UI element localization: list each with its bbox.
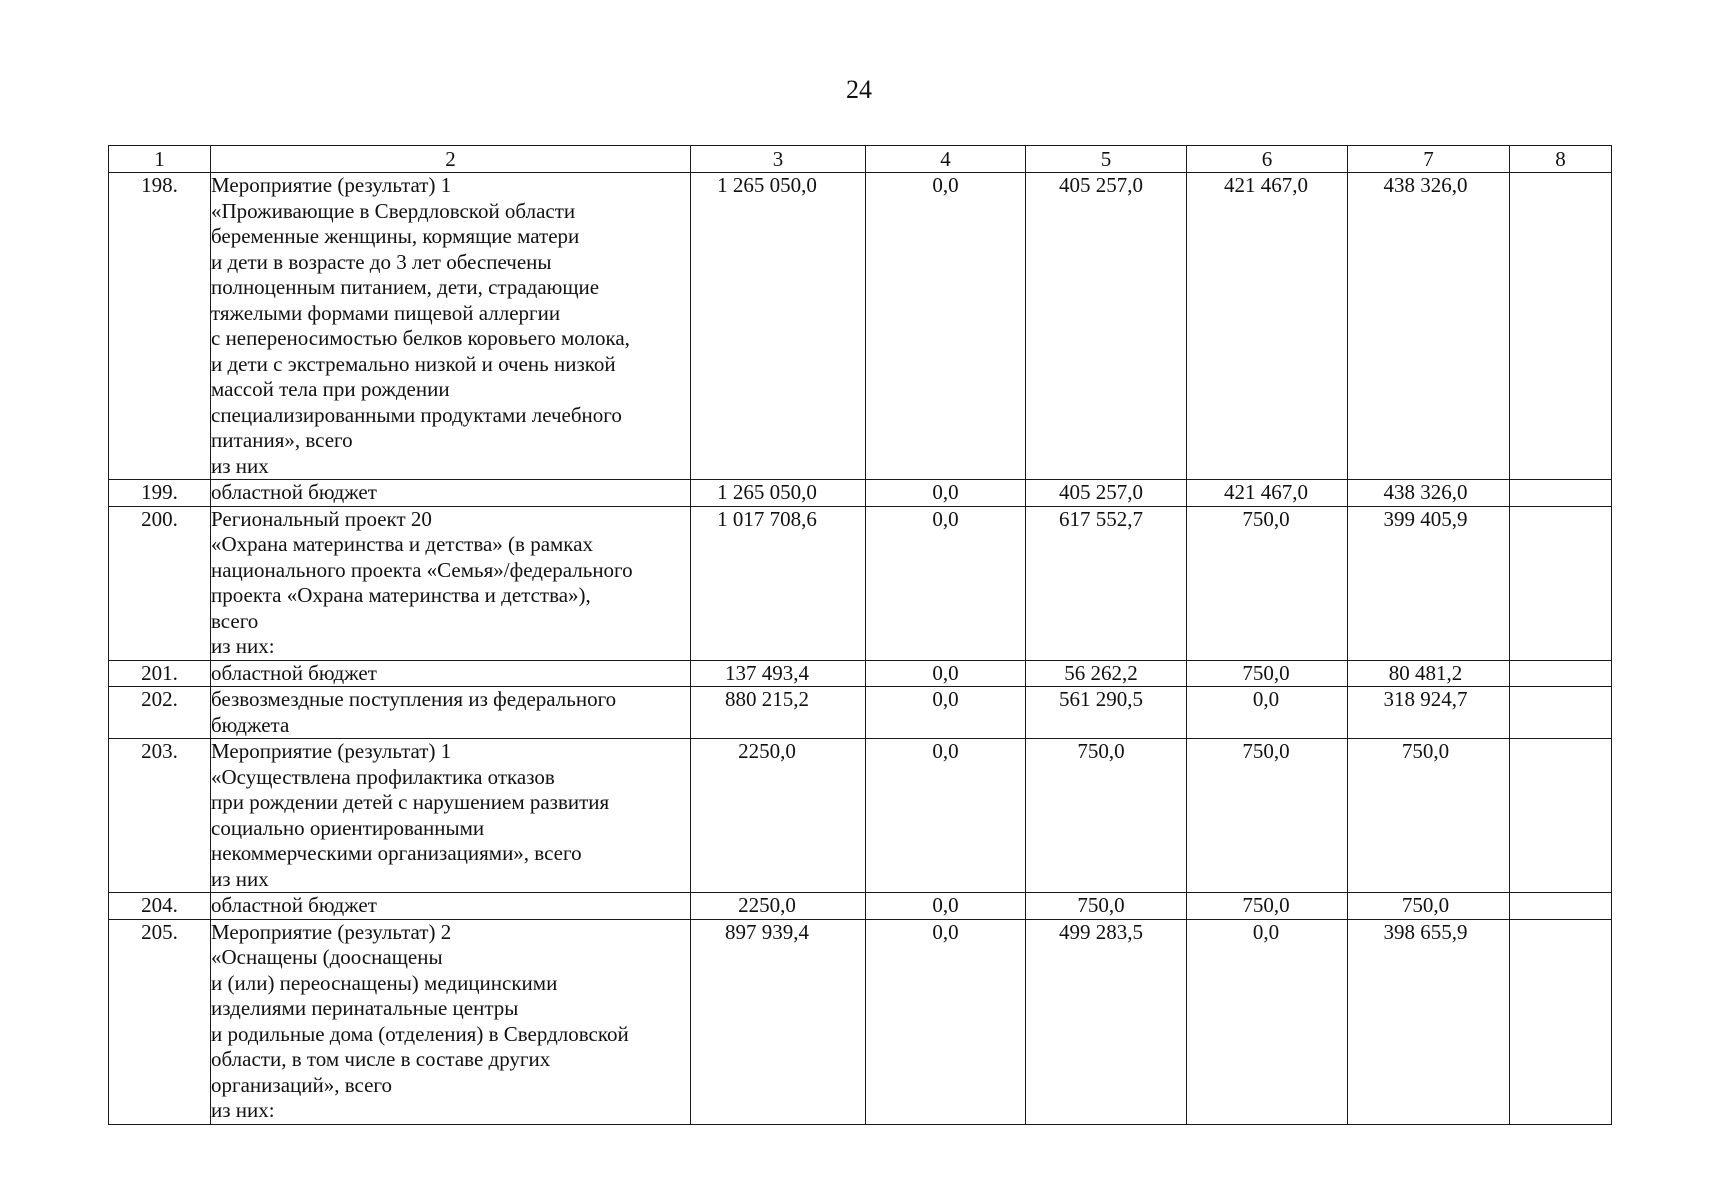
description-line: всего xyxy=(211,608,259,633)
description-line: «Охрана материнства и детства» (в рамках xyxy=(211,532,594,556)
description-line: питания», всего xyxy=(211,428,353,452)
value-cell-6: 750,0 xyxy=(1187,739,1348,893)
value-cell-6: 421 467,0 xyxy=(1187,173,1348,480)
value-cell-3: 897 939,4 xyxy=(691,919,866,1124)
value-cell-6: 750,0 xyxy=(1187,506,1348,660)
value-cell-8 xyxy=(1510,739,1612,893)
table-row xyxy=(109,480,1612,507)
description-cell xyxy=(211,739,691,893)
value-cell-6: 421 467,0 xyxy=(1187,480,1348,507)
description-cell xyxy=(211,173,691,480)
value-cell-4: 0,0 xyxy=(866,660,1026,687)
value-cell-3: 880 215,2 xyxy=(691,687,866,739)
description-cell xyxy=(211,480,691,507)
value-cell-5: 750,0 xyxy=(1026,739,1187,893)
value-cell-3: 1 017 708,6 xyxy=(691,506,866,660)
header-cell-3: 3 xyxy=(691,146,866,173)
description-cell xyxy=(211,660,691,687)
row-number-cell: 203. xyxy=(109,739,211,893)
value-cell-7: 750,0 xyxy=(1348,739,1510,893)
value-cell-3: 2250,0 xyxy=(691,893,866,920)
row-number-cell: 198. xyxy=(109,173,211,480)
value-cell-4: 0,0 xyxy=(866,173,1026,480)
description-line: массой тела при рождении xyxy=(211,377,450,401)
description-cell xyxy=(211,919,691,1124)
value-cell-5: 405 257,0 xyxy=(1026,173,1187,480)
description-line: из них xyxy=(211,453,269,478)
description-line: Мероприятие (результат) 1 xyxy=(211,173,452,197)
value-cell-4: 0,0 xyxy=(866,739,1026,893)
description-line: областной бюджет xyxy=(211,480,377,504)
description-line: Мероприятие (результат) 1 xyxy=(211,739,452,763)
value-cell-4: 0,0 xyxy=(866,893,1026,920)
value-cell-8 xyxy=(1510,480,1612,507)
row-number-cell: 205. xyxy=(109,919,211,1124)
table-row xyxy=(109,739,1612,893)
value-cell-8 xyxy=(1510,919,1612,1124)
description-cell xyxy=(211,687,691,739)
description-line: безвозмездные поступления из федерального xyxy=(211,687,617,711)
header-cell-2: 2 xyxy=(211,146,691,173)
description-line: национального проекта «Семья»/федерального xyxy=(211,557,633,582)
value-cell-3: 1 265 050,0 xyxy=(691,480,866,507)
value-cell-5: 56 262,2 xyxy=(1026,660,1187,687)
header-row xyxy=(109,146,1612,173)
value-cell-5: 499 283,5 xyxy=(1026,919,1187,1124)
value-cell-3: 2250,0 xyxy=(691,739,866,893)
value-cell-4: 0,0 xyxy=(866,687,1026,739)
description-line: из них: xyxy=(211,1098,275,1122)
row-number-cell: 204. xyxy=(109,893,211,920)
description-line: Мероприятие (результат) 2 xyxy=(211,919,452,944)
value-cell-7: 318 924,7 xyxy=(1348,687,1510,739)
description-cell xyxy=(211,506,691,660)
value-cell-7: 80 481,2 xyxy=(1348,660,1510,687)
value-cell-4: 0,0 xyxy=(866,480,1026,507)
description-line: некоммерческими организациями», всего xyxy=(211,841,582,865)
header-cell-1: 1 xyxy=(109,146,211,173)
description-line: и (или) переоснащены) медицинскими xyxy=(211,970,558,995)
value-cell-5: 617 552,7 xyxy=(1026,506,1187,660)
description-line: областной бюджет xyxy=(211,893,377,917)
value-cell-7: 438 326,0 xyxy=(1348,480,1510,507)
value-cell-4: 0,0 xyxy=(866,919,1026,1124)
description-line: проекта «Охрана материнства и детства»), xyxy=(211,583,591,607)
value-cell-6: 750,0 xyxy=(1187,660,1348,687)
table-row xyxy=(109,919,1612,1124)
description-line: организаций», всего xyxy=(211,1072,393,1097)
description-line: специализированными продуктами лечебного xyxy=(211,402,622,427)
table-row xyxy=(109,506,1612,660)
value-cell-7: 750,0 xyxy=(1348,893,1510,920)
value-cell-4: 0,0 xyxy=(866,506,1026,660)
row-number-cell: 200. xyxy=(109,506,211,660)
description-line: и дети с экстремально низкой и очень низкой xyxy=(211,351,616,376)
value-cell-6: 0,0 xyxy=(1187,919,1348,1124)
value-cell-7: 438 326,0 xyxy=(1348,173,1510,480)
description-line: из них: xyxy=(211,634,275,658)
value-cell-5: 405 257,0 xyxy=(1026,480,1187,507)
value-cell-3: 1 265 050,0 xyxy=(691,173,866,480)
description-line: бюджета xyxy=(211,712,290,737)
description-line: и дети в возрасте до 3 лет обеспечены xyxy=(211,249,552,274)
value-cell-8 xyxy=(1510,173,1612,480)
value-cell-8 xyxy=(1510,506,1612,660)
header-cell-4: 4 xyxy=(866,146,1026,173)
header-cell-5: 5 xyxy=(1026,146,1187,173)
table-row xyxy=(109,173,1612,480)
description-line: Региональный проект 20 xyxy=(211,506,432,531)
table-row xyxy=(109,893,1612,920)
header-cell-8: 8 xyxy=(1510,146,1612,173)
value-cell-6: 750,0 xyxy=(1187,893,1348,920)
row-number-cell: 202. xyxy=(109,687,211,739)
header-cell-6: 6 xyxy=(1187,146,1348,173)
value-cell-3: 137 493,4 xyxy=(691,660,866,687)
description-line: с непереносимостью белков коровьего молока, xyxy=(211,326,630,350)
value-cell-8 xyxy=(1510,893,1612,920)
table-body xyxy=(109,173,1612,1125)
description-line: «Оснащены (дооснащены xyxy=(211,945,443,969)
description-line: полноценным питанием, дети, страдающие xyxy=(211,275,600,299)
header-cell-7: 7 xyxy=(1348,146,1510,173)
value-cell-6: 0,0 xyxy=(1187,687,1348,739)
description-line: тяжелыми формами пищевой аллергии xyxy=(211,300,561,325)
row-number-cell: 199. xyxy=(109,480,211,507)
description-line: беременные женщины, кормящие матери xyxy=(211,224,580,248)
description-line: изделиями перинатальные центры xyxy=(211,996,519,1020)
description-line: областной бюджет xyxy=(211,660,377,685)
description-line: социально ориентированными xyxy=(211,815,485,840)
description-cell xyxy=(211,893,691,920)
budget-table xyxy=(108,145,1612,1125)
description-line: и родильные дома (отделения) в Свердловской xyxy=(211,1021,629,1046)
value-cell-8 xyxy=(1510,687,1612,739)
description-line: «Проживающие в Свердловской области xyxy=(211,198,576,223)
description-line: при рождении детей с нарушением развития xyxy=(211,790,610,814)
value-cell-8 xyxy=(1510,660,1612,687)
page-number: 24 xyxy=(846,75,872,104)
description-line: «Осуществлена профилактика отказов xyxy=(211,764,555,789)
value-cell-5: 750,0 xyxy=(1026,893,1187,920)
value-cell-7: 398 655,9 xyxy=(1348,919,1510,1124)
row-number-cell: 201. xyxy=(109,660,211,687)
table-row xyxy=(109,660,1612,687)
value-cell-5: 561 290,5 xyxy=(1026,687,1187,739)
value-cell-7: 399 405,9 xyxy=(1348,506,1510,660)
table-row xyxy=(109,687,1612,739)
description-line: из них xyxy=(211,866,269,891)
description-line: области, в том числе в составе других xyxy=(211,1047,551,1071)
